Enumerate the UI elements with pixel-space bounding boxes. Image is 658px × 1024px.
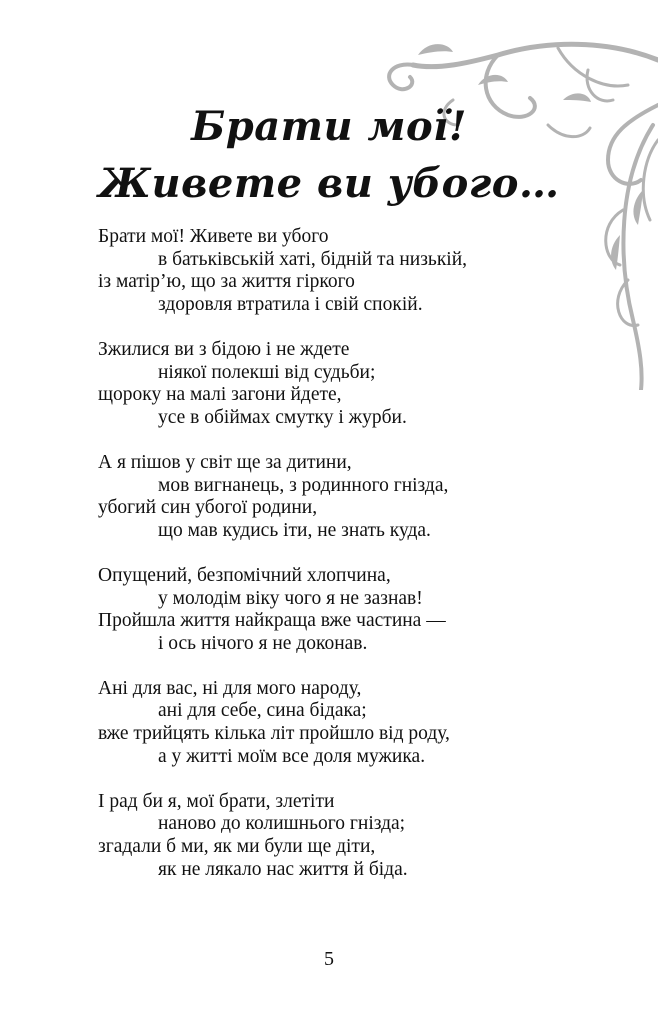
poem-line: у молодім віку чого я не зазнав! — [158, 587, 423, 609]
poem-line: Пройшла життя найкраща вже частина — — [98, 610, 446, 632]
poem-line: вже трийцять кілька літ пройшло від роду, — [98, 723, 450, 745]
poem-line: А я пішов у світ ще за дитини, — [98, 451, 352, 473]
poem-line: як не лякало нас життя й біда. — [158, 858, 408, 880]
poem-line: і ось нічого я не доконав. — [158, 632, 368, 654]
poem-line: а у житті моїм все доля мужика. — [158, 745, 426, 767]
poem-line: Брати мої! Живете ви убого — [98, 226, 329, 247]
poem-line: Ані для вас, ні для мого народу, — [98, 677, 362, 699]
stanza-4 — [98, 565, 618, 655]
poem-line: наново до колишнього гнізда; — [158, 813, 406, 835]
poem-line: Зжилися ви з бідою і не ждете — [98, 338, 350, 360]
poem-line: ані для себе, сина бідака; — [158, 700, 367, 722]
stanza-2 — [98, 339, 618, 429]
stanza-6 — [98, 791, 618, 881]
title-line-1: Брати мої! — [191, 103, 467, 150]
poem-line: Опущений, безпомічний хлопчина, — [98, 564, 391, 586]
poem-line: здоровля втратила і свій спокій. — [158, 293, 423, 315]
poem-line: із матір’ю, що за життя гіркого — [98, 271, 355, 293]
poem-line: мов вигнанець, з родинного гнізда, — [158, 474, 449, 496]
poem-line: щороку на малі загони йдете, — [98, 384, 342, 406]
poem-line: в батьківській хаті, бідній та низькій, — [158, 248, 468, 270]
poem-line: усе в обіймах смутку і журби. — [158, 406, 407, 428]
poem-title — [0, 98, 658, 212]
title-line-2: Живете ви убого… — [98, 160, 560, 207]
stanza-5 — [98, 678, 618, 768]
page-number: 5 — [324, 948, 334, 970]
poem-line: згадали б ми, як ми були ще діти, — [98, 836, 376, 858]
stanza-1 — [98, 226, 618, 316]
stanza-3 — [98, 452, 618, 542]
poem-line: І рад би я, мої брати, злетіти — [98, 790, 335, 812]
poem-line: що мав кудись іти, не знать куда. — [158, 519, 431, 541]
poem-body — [98, 226, 618, 904]
poem-line: убогий син убогої родини, — [98, 497, 318, 519]
poem-line: ніякої полекші від судьби; — [158, 361, 376, 383]
